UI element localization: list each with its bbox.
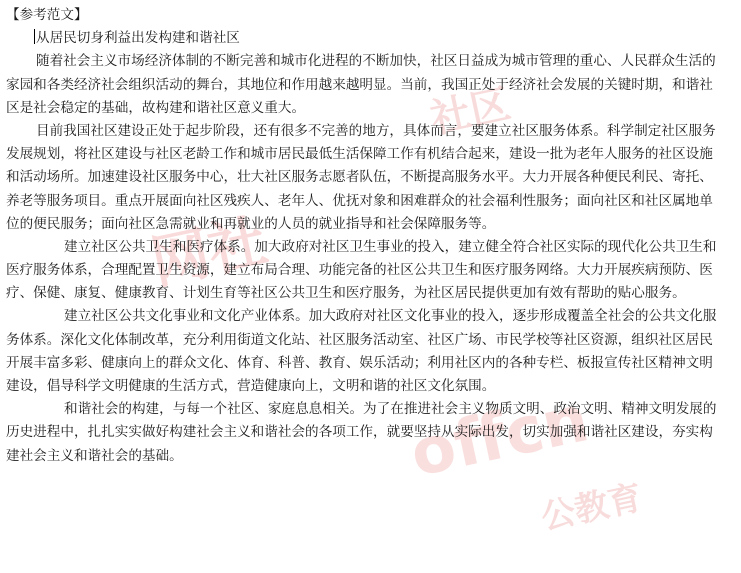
paragraph-line: 目前我国社区建设正处于起步阶段，还有很多不完善的地方，具体而言，要建立社区服务体系。科学制定社区服务 [36, 122, 716, 139]
document-header: 【参考范文】 [6, 7, 88, 23]
paragraph-line: 务体系。深化文化体制改革，充分利用街道文化站、社区服务活动室、社区广场、市民学校等社区资源，组织社区居民 [6, 331, 713, 348]
paragraph-line: 建立社区公共卫生和医疗体系。加大政府对社区卫生事业的投入，建立健全符合社区实际的现代化公共卫生和 [64, 238, 717, 255]
text-cursor [34, 29, 35, 44]
paragraph-line: 养老等服务项目。重点开展面向社区残疾人、老年人、优抚对象和困难群众的社会福利性服务；面向社区和社区属地单 [6, 192, 713, 209]
watermark-text: 网社 [145, 206, 273, 298]
paragraph-line: 随着社会主义市场经济体制的不断完善和城市化进程的不断加快，社区日益成为城市管理的重心、人民群众生活的 [36, 53, 716, 70]
paragraph-line: 和活动场所。加速建设社区服务中心，壮大社区服务志愿者队伍，不断提高服务水平。大力开展各种便民利民、寄托、 [6, 169, 713, 186]
watermark-text: 公教育 [537, 477, 646, 539]
paragraph-line: 历史进程中，扎扎实实做好构建社会主义和谐社会的各项工作，就要坚持从实际出发，切实加强和谐社区建设，夯实构 [6, 424, 713, 441]
paragraph-line: 疗、保健、康复、健康教育、计划生育等社区公共卫生和医疗服务，为社区居民提供更加有效有帮助的贴心服务。 [6, 285, 686, 302]
paragraph-line: 建社会主义和谐社会的基础。 [6, 447, 183, 464]
paragraph-line: 位的便民服务；面向社区急需就业和再就业的人员的就业指导和社会保障服务等。 [6, 215, 496, 232]
paragraph-line: 区是社会稳定的基础，故构建和谐社区意义重大。 [6, 99, 306, 116]
document-title: 从居民切身利益出发构建和谐社区 [36, 30, 240, 47]
paragraph-line: 开展丰富多彩、健康向上的群众文化、体育、科普、教育、娱乐活动；利用社区内的各种专栏、板报宣传社区精神文明 [6, 354, 713, 371]
paragraph-line: 和谐社会的构建，与每一个社区、家庭息息相关。为了在推进社会主义物质文明、政治文明、精神文明发展的 [64, 401, 717, 418]
paragraph-line: 建立社区公共文化事业和文化产业体系。加大政府对社区文化事业的投入，逐步形成覆盖全社会的公共文化服 [64, 308, 717, 325]
paragraph-line: 发展规划，将社区建设与社区老龄工作和城市居民最低生活保障工作有机结合起来，建设一批为老年人服务的社区设施 [6, 146, 713, 163]
document-title-row[interactable] [6, 27, 736, 50]
paragraph-line: 医疗服务体系，合理配置卫生资源，建立布局合理、功能完备的社区公共卫生和医疗服务网络。大力开展疾病预防、医 [6, 262, 713, 279]
paragraph-line: 家园和各类经济社会组织活动的舞台，其地位和作用越来越明显。当前，我国正处于经济社会发展的关键时期，和谐社 [6, 76, 713, 93]
document-body [6, 4, 736, 468]
watermark-logo-text: oﬀcn [404, 382, 596, 492]
paragraph-line: 建设，倡导科学文明健康的生活方式，营造健康向上，文明和谐的社区文化氛围。 [6, 378, 496, 394]
watermark-text: 社区 [426, 81, 515, 143]
